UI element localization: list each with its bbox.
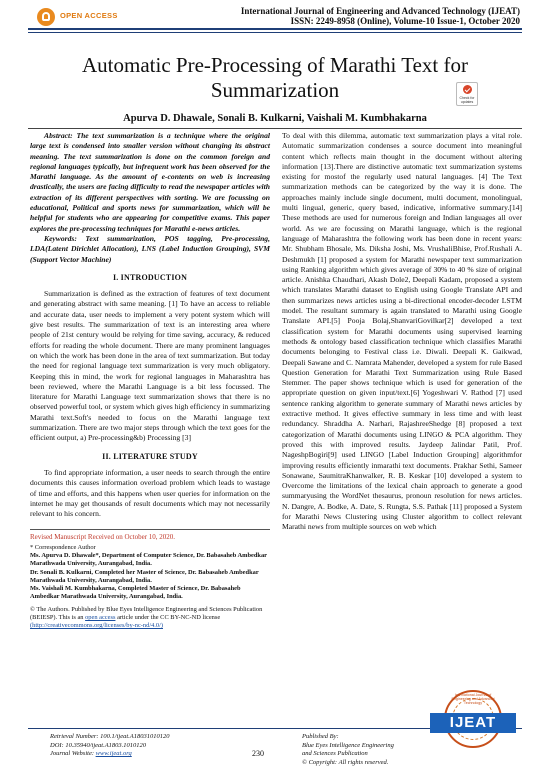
section-heading-literature-study: II. LITERATURE STUDY <box>102 451 198 461</box>
author-affiliation-3: Ms. Vaishali M. Kumbhakarna, Completed Master of Science, Dr. Babasaheb Ambedkar Marathwada University, Aurangabad, India. <box>30 585 241 601</box>
footer-publisher-info <box>302 733 394 767</box>
seal-arc-text: International Journal of Engineering and Advanced Technology <box>451 693 495 705</box>
keywords <box>30 234 270 265</box>
abstract-text: The text summarization is a technique where the original large text is condensed into smaller version without changing its abstract meaning. The text summarization is done on the common foreign and regional languages typically, but infrequent work has been observed for the Marathi language. As the amount of e-contents on web is increasing drastically, the users are facing difficulty to read the newspaper articles with extraction of its different perspectives with sorting. We are focussing on educational, Political and sports news for summarization, which will be helpful for students who are appearing for competitive exams. This paper explores the pre-processing techniques for Marathi e-news articles. <box>30 131 270 233</box>
author-affiliation-2: Dr. Sonali B. Kulkarni, Completed her Master of Science, Dr. Babasaheb Ambedkar Marathwada University, Aurangabad, India. <box>30 568 259 584</box>
seal-banner: IJEAT <box>430 713 516 733</box>
license-text-2: article under the CC BY-NC-ND license <box>117 614 221 622</box>
license-note <box>30 606 270 631</box>
open-access-lock-icon <box>37 8 55 26</box>
literature-continued-paragraph: To deal with this dilemma, automatic text summarization plays a vital role. Automatic summarization condenses a source document into meaningful content which reflects main thought in the document without altering information [13].There are distinctive automatic text summarization systems existing for mostof the regularly used natural languages. [4] The Text summarization methods can be categorized by the way it is done. The approaches mainly include single document, multi document, monolingual, multi lingual, generic, query based, indicative, informative summary.[14] These methods are used for numerous foreign and Indian languages all over world. As we are focussing on Marathi language, which is the regional language of Maharashtra the following work has been done in recent years: Mr. Shubham Bhosale, Ms. Diksha Joshi, Ms. VrushaliBhise, Prof.Rushali A. Deshmukh [1] proposed a system for Marathi newspaper text summarization using Ranking algorithm which gives average of 30% to 40 % size of original article. Anishka Chaudhari, Akash Dole2, Deepali Kadam, proposed a system which translates Marathi dataset to English using Google Translate API and then summarizes news articles using a bi-directional encoder-decoder LSTM model. The resultant summary is again translated to Marathi using Google Translate API.[5] Pooja Bolaj,ShanvariGovilkar[2] developed a text classification system for Marathi documents using supervised learning methods & ontology based classification technique which classifies Marathi documents belonging to Festival class i.e. Diwali. Deepali K. Gaikwad, Deepali Sawane and C. Namrata Mahender, developed a system for rule Based Question Generation for Marathi Text Summarization using Rule Based Stemmer. The paper shows technique which is used for generation of the appropriate question on given input/text.[6] Yogeshwari V. Rathod [7] used sentence ranking algorithm to generate summary of Marathi news articles by extractive method. It gives effective summary in less time and with least redundancy. Shraddha A. Narhari, RajashreeShedge [8] proposed a text categorization of Marathi documents using LINGO & PCA algorithm. They proved this with improved results. Jaydeep Jalindar Patil, Prof. NageshpBogiri[9] used LINGO [Label Induction Grouping] algorithmfor improving results efficiently inmarathi text documents. Prakhar Sethi, Sameer Sonawane, SaumitraKhanwalker, R. B. Keskar [10] developed a system to Overcome the limitations of the lexical chain approach to generate a good summaryusing the WordNet thesaurus, pronoun resolution for news articles. N. Dangre, A. Bodke, A. Date, S. Rungta, S.S. Pathak [11] proposed a System for Marathi News Clustering using Cluster algorithm to collect relevant Marathi news from multiple sources on web which <box>282 131 522 532</box>
check-updates-label: Check for updates <box>459 96 475 104</box>
copyright: © Copyright: All rights reserved. <box>302 758 389 766</box>
website-label: Journal Website: <box>50 750 96 757</box>
left-column <box>30 131 270 631</box>
abstract <box>30 131 270 234</box>
page-number: 230 <box>252 749 264 758</box>
open-access-link[interactable]: open access <box>85 614 116 622</box>
journal-seal-logo <box>422 690 522 760</box>
keywords-text: Text summarization, POS tagging, Pre-processing, LDA(Latent Dirichlet Allocation), LNS (Label Induction Grouping), SVM (Support Vector Machine) <box>30 233 270 264</box>
right-column <box>282 131 522 533</box>
revised-date: Revised Manuscript Received on October 10, 2020. <box>30 533 176 542</box>
footer-article-info <box>50 733 170 759</box>
check-for-updates-button[interactable] <box>456 82 478 106</box>
introduction-paragraph: Summarization is defined as the extraction of features of text document and generating abstract with same meaning. [1] To have an access to reliable and accurate data, user needs to implement a very potent system which will give best results. The summarization of text is an interesting area where people of 21st century would be relying for time saving, accuracy, & reduced efforts for reading the whole document. There are many prominent languages on which the work has been done in the area of text summarization. But today the need for regional language text summarization is very much obligatory. Keeping this in mind, the work for regional languages in Maharashtra has been reviewed, where the Marathi Language is a bit less focussed. The literature for Marathi Language text summarization shows that there is no observed powerful tool, or system which gives high efficiency in summarizing Marathi text.Soft's needed to focus on the Marathi language text summarization. There are two major steps through which the text goes for the efficient output, a) Pre-processing&b) Processing [3] <box>30 289 270 443</box>
journal-title: International Journal of Engineering and Advanced Technology (IJEAT) <box>240 6 520 16</box>
author-list: Apurva D. Dhawale, Sonali B. Kulkarni, Vaishali M. Kumbhakarna <box>123 113 427 124</box>
retrieval-number: Retrieval Number: 100.1/ijeat.A18031010120 <box>50 733 170 740</box>
license-url-link[interactable]: (http://creativecommons.org/licenses/by-nc-nd/4.0/) <box>30 622 163 630</box>
keywords-label: Keywords: <box>44 233 77 243</box>
manuscript-note <box>30 529 270 630</box>
correspondence-note: * Correspondence Author <box>30 543 96 551</box>
journal-website <box>50 750 170 759</box>
check-updates-icon <box>463 85 472 94</box>
header-divider-thin <box>28 32 522 33</box>
journal-issn: ISSN: 2249-8958 (Online), Volume-10 Issue-1, October 2020 <box>290 16 520 26</box>
header-divider <box>28 28 522 30</box>
license-text: © The Authors. Published by Blue Eyes Intelligence Engineering and Sciences Publication (BEIESP). This is an <box>30 605 263 622</box>
publisher-line-1: Blue Eyes Intelligence Engineering <box>302 741 394 749</box>
website-link[interactable]: www.ijeat.org <box>95 750 132 757</box>
open-access-label: OPEN ACCESS <box>60 11 118 20</box>
author-divider <box>28 128 522 129</box>
publisher-line-2: and Sciences Publication <box>302 750 368 757</box>
open-access-logo <box>37 8 118 30</box>
abstract-label: Abstract: <box>44 131 73 140</box>
published-by: Published By: <box>302 733 339 740</box>
section-heading-introduction: I. INTRODUCTION <box>112 272 188 282</box>
author-affiliation-1: Ms. Apurva D. Dhawale*, Department of Computer Science, Dr. Babasaheb Ambedkar Marathwada University, Aurangabad, India. <box>30 551 267 568</box>
paper-title: Automatic Pre-Processing of Marathi Text for Summarization <box>82 53 468 102</box>
literature-paragraph: To find appropriate information, a user needs to search through the entire documents this causes information overload problem which leads to wastage of time and efforts, and this happens when user queries for information on the internet he may get thousands of result documents which may not necessarily relevant to his concern. <box>30 467 270 519</box>
doi: DOI: 10.35940/ijeat.A1803.1010120 <box>50 741 147 749</box>
